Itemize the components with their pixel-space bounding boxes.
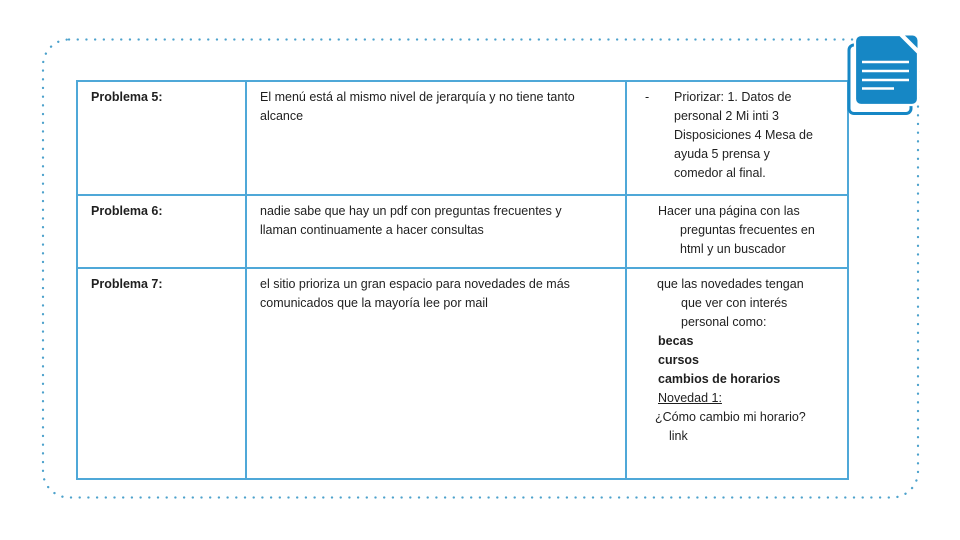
- problem-description: [247, 82, 627, 196]
- solution-line: Priorizar: 1. Datos de: [674, 90, 792, 104]
- solution-line: comedor al final.: [674, 166, 766, 180]
- problem-text: el sitio prioriza un gran espacio para novedades de más comunicados que la mayoría lee por mail: [260, 277, 570, 310]
- solution-cell: [627, 269, 847, 478]
- solution-line: que las novedades tengan: [657, 277, 804, 291]
- document-icon: [845, 32, 935, 122]
- solution-line: personal 2 Mi inti 3: [674, 109, 779, 123]
- problems-table: [76, 80, 849, 480]
- solution-cell: [627, 196, 847, 269]
- problem-label: Problema 7:: [78, 269, 247, 478]
- solution-question: ¿Cómo cambio mi horario?: [655, 410, 806, 424]
- solution-line: personal como:: [681, 315, 767, 329]
- solution-link-label: link: [669, 429, 688, 443]
- problem-text: nadie sabe que hay un pdf con preguntas frecuentes y llaman continuamente a hacer consultas: [260, 204, 562, 237]
- solution-line: html y un buscador: [680, 242, 786, 256]
- solution-bold-item: cursos: [658, 353, 699, 367]
- solution-line: Hacer una página con las: [658, 204, 800, 218]
- solution-line: ayuda 5 prensa y: [674, 147, 770, 161]
- problem-label: Problema 6:: [78, 196, 247, 269]
- solution-line: preguntas frecuentes en: [680, 223, 815, 237]
- problem-label: Problema 5:: [78, 82, 247, 196]
- solution-line: que ver con interés: [681, 296, 788, 310]
- solution-underlined-heading: Novedad 1:: [658, 391, 722, 405]
- problem-description: [247, 269, 627, 478]
- problem-description: [247, 196, 627, 269]
- dash-bullet: -: [645, 90, 650, 104]
- solution-line: Disposiciones 4 Mesa de: [674, 128, 813, 142]
- problem-text: El menú está al mismo nivel de jerarquía y no tiene tanto alcance: [260, 90, 575, 123]
- solution-bold-item: becas: [658, 334, 694, 348]
- solution-cell: [627, 82, 847, 196]
- solution-bold-item: cambios de horarios: [658, 372, 781, 386]
